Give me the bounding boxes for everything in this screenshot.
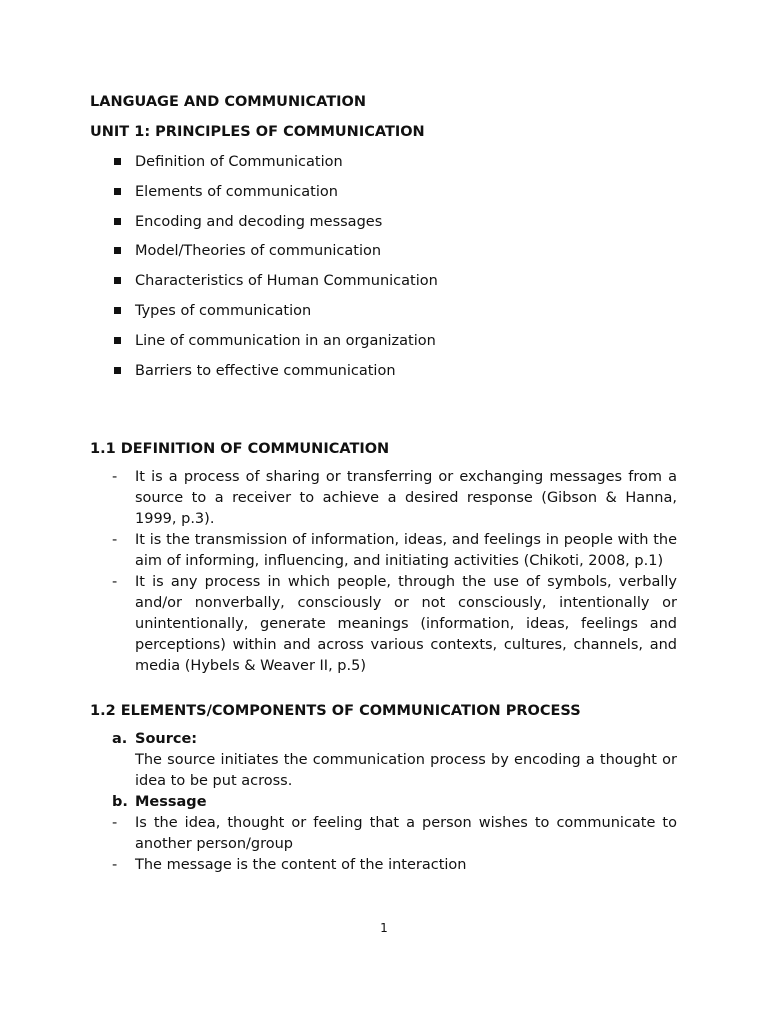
section-heading-elements: 1.2 ELEMENTS/COMPONENTS OF COMMUNICATION PROCESS — [90, 702, 581, 719]
list-item: Model/Theories of communication — [90, 241, 677, 261]
unit-heading: UNIT 1: PRINCIPLES OF COMMUNICATION — [90, 124, 425, 140]
list-item: Elements of communication — [90, 182, 677, 202]
subsection-title: Message — [135, 793, 207, 810]
message-list — [90, 813, 677, 876]
square-bullet-icon — [114, 188, 121, 195]
square-bullet-icon — [114, 247, 121, 254]
section-heading-definition: 1.1 DEFINITION OF COMMUNICATION — [90, 440, 390, 457]
list-item: Types of communication — [90, 301, 677, 321]
list-item: - The message is the content of the interaction — [112, 856, 467, 873]
definition-list — [90, 467, 677, 677]
list-item: Encoding and decoding messages — [90, 212, 677, 232]
document-title: LANGUAGE AND COMMUNICATION — [90, 94, 366, 110]
square-bullet-icon — [114, 158, 121, 165]
list-item: Line of communication in an organization — [90, 331, 677, 351]
square-bullet-icon — [114, 367, 121, 374]
list-item: - It is any process in which people, through the use of symbols, verbally and/or nonverbally, consciously or not consciously, intentionally or unintentionally, generate meanings (information, ideas, feelings and perceptions) within and across various contexts, cultures, channels, and media (Hybels & Weaver II, p.5) — [112, 573, 677, 674]
subsection-message: b. Message — [112, 793, 207, 810]
document-page — [90, 92, 677, 876]
list-item: Definition of Communication — [90, 152, 677, 172]
page-number: 1 — [380, 921, 388, 935]
square-bullet-icon — [114, 337, 121, 344]
subsection-source: a. Source: — [112, 730, 198, 747]
square-bullet-icon — [114, 218, 121, 225]
list-item: - Is the idea, thought or feeling that a person wishes to communicate to another person/group — [112, 814, 677, 852]
list-item: - It is the transmission of information, ideas, and feelings in people with the aim of informing, influencing, and initiating activities (Chikoti, 2008, p.1) — [112, 531, 677, 569]
list-item: Barriers to effective communication — [90, 361, 677, 381]
list-item: Characteristics of Human Communication — [90, 271, 677, 291]
subsection-text: The source initiates the communication process by encoding a thought or idea to be put across. — [135, 751, 677, 789]
square-bullet-icon — [114, 307, 121, 314]
subsection-title: Source: — [135, 730, 198, 747]
square-bullet-icon — [114, 277, 121, 284]
list-item: - It is a process of sharing or transferring or exchanging messages from a source to a receiver to achieve a desired response (Gibson & Hanna, 1999, p.3). — [112, 468, 677, 527]
unit-topics-list — [90, 152, 677, 381]
